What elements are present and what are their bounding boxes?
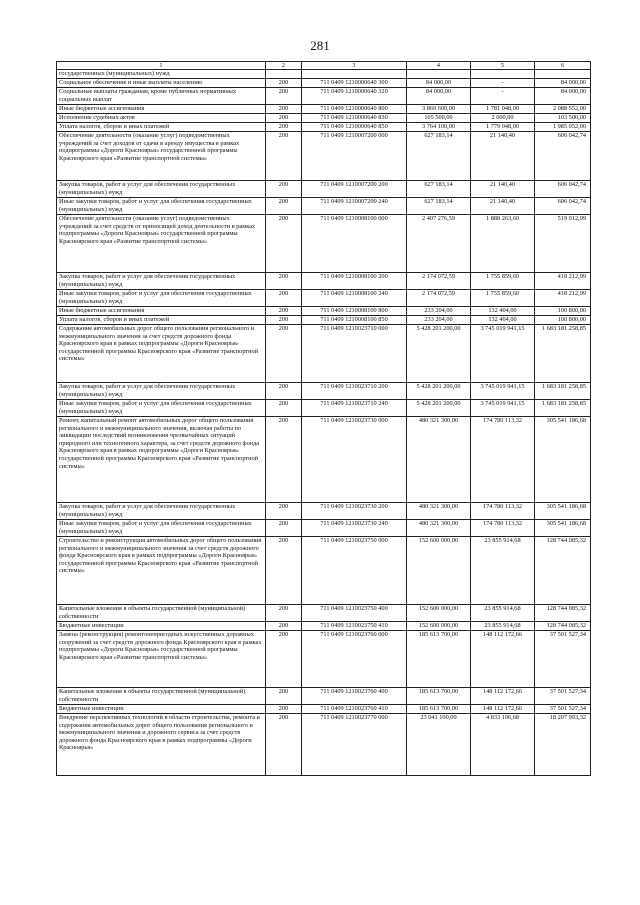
row-code-cell: 711 0409 1210008100 200: [302, 273, 407, 290]
row-executed-cell: 21 140,40: [471, 181, 535, 198]
row-code-cell: 711 0409 1210008100 000: [302, 215, 407, 273]
table-row: [57, 70, 591, 79]
row-ministry-cell: 200: [266, 705, 302, 714]
row-code-cell: 711 0409 1210023750 400: [302, 605, 407, 622]
row-name-cell: Капитальные вложения в объекты государственной (муниципальной) собственности: [57, 605, 266, 622]
table-row: [57, 520, 591, 537]
row-plan-cell: 480 321 300,00: [407, 503, 471, 520]
row-plan-cell: 185 613 700,00: [407, 705, 471, 714]
row-plan-cell: 5 428 201 200,00: [407, 383, 471, 400]
row-plan-cell: 185 613 700,00: [407, 631, 471, 688]
table-row: [57, 181, 591, 198]
row-name-cell: Иные бюджетные ассигнования: [57, 307, 266, 316]
row-remainder-cell: 128 744 085,32: [535, 537, 591, 605]
row-remainder-cell: 100 800,00: [535, 307, 591, 316]
row-name-cell: Обеспечение деятельности (оказание услуг) подведомственных учреждений за счет доходов от сдачи в аренду имущества в рамках подпрограммы «Дороги Красноярья» государственной программы Красноярского края «Развитие транспортной системы»: [57, 132, 266, 181]
table-row: [57, 622, 591, 631]
row-plan-cell: 152 600 000,00: [407, 622, 471, 631]
row-ministry-cell: 200: [266, 383, 302, 400]
row-ministry-cell: 200: [266, 132, 302, 181]
row-remainder-cell: 128 744 085,32: [535, 605, 591, 622]
table-row: [57, 114, 591, 123]
row-executed-cell: 23 855 914,68: [471, 605, 535, 622]
row-name-cell: Иные закупки товаров, работ и услуг для обеспечения государственных (муниципальных) нужд: [57, 290, 266, 307]
column-header-5: 5: [471, 62, 535, 70]
row-plan-cell: 3 869 600,00: [407, 105, 471, 114]
table-row: [57, 503, 591, 520]
row-plan-cell: 480 321 300,00: [407, 417, 471, 503]
row-remainder-cell: 84 000,00: [535, 88, 591, 105]
row-code-cell: 711 0409 1210023710 240: [302, 400, 407, 417]
row-executed-cell: 3 745 019 941,15: [471, 400, 535, 417]
row-executed-cell: 174 780 113,32: [471, 417, 535, 503]
row-code-cell: 711 0409 1210008100 850: [302, 316, 407, 325]
row-remainder-cell: 606 042,74: [535, 198, 591, 215]
row-remainder-cell: 1 683 181 258,85: [535, 325, 591, 383]
row-remainder-cell: 418 212,99: [535, 290, 591, 307]
row-executed-cell: 148 112 172,66: [471, 705, 535, 714]
row-executed-cell: 2 000,00: [471, 114, 535, 123]
row-ministry-cell: 200: [266, 325, 302, 383]
row-executed-cell: 1 779 048,00: [471, 123, 535, 132]
row-ministry-cell: 200: [266, 417, 302, 503]
row-ministry-cell: 200: [266, 215, 302, 273]
row-code-cell: 711 0409 1210023710 000: [302, 325, 407, 383]
column-header-3: 3: [302, 62, 407, 70]
row-code-cell: 711 0409 1210008100 240: [302, 290, 407, 307]
table-row: [57, 88, 591, 105]
row-name-cell: Исполнение судебных актов: [57, 114, 266, 123]
table-row: [57, 537, 591, 605]
row-remainder-cell: 84 000,00: [535, 79, 591, 88]
column-number-row: [57, 62, 591, 70]
row-remainder-cell: 128 744 085,32: [535, 622, 591, 631]
table-row: [57, 123, 591, 132]
row-name-cell: Бюджетные инвестиции: [57, 622, 266, 631]
row-remainder-cell: 2 088 552,00: [535, 105, 591, 114]
row-plan-cell: 480 321 300,00: [407, 520, 471, 537]
row-executed-cell: 4 833 106,68: [471, 714, 535, 776]
table-row: [57, 417, 591, 503]
row-plan-cell: 627 183,14: [407, 198, 471, 215]
page-number: 281: [310, 38, 330, 53]
row-executed-cell: 1 755 859,60: [471, 273, 535, 290]
row-ministry-cell: 200: [266, 537, 302, 605]
row-name-cell: Замена (реконструкция) ремонтонепригодных искусственных дорожных сооружений за счет средств дорожного фонда Красноярского края в рамках подпрограммы «Дороги Красноярья» государственной программы Красноярского края «Развитие транспортной системы»: [57, 631, 266, 688]
row-executed-cell: 1 755 859,60: [471, 290, 535, 307]
row-remainder-cell: 606 042,74: [535, 132, 591, 181]
column-header-4: 4: [407, 62, 471, 70]
row-code-cell: 711 0409 1210000640 800: [302, 105, 407, 114]
row-remainder-cell: 18 207 993,32: [535, 714, 591, 776]
row-ministry-cell: 200: [266, 714, 302, 776]
row-plan-cell: 2 407 276,59: [407, 215, 471, 273]
table-row: [57, 705, 591, 714]
row-remainder-cell: 519 012,99: [535, 215, 591, 273]
row-ministry-cell: 200: [266, 316, 302, 325]
row-ministry-cell: 200: [266, 400, 302, 417]
row-executed-cell: 132 404,00: [471, 316, 535, 325]
row-executed-cell: 174 780 113,32: [471, 520, 535, 537]
row-name-cell: Уплата налогов, сборов и иных платежей: [57, 123, 266, 132]
row-remainder-cell: 1 683 181 258,85: [535, 400, 591, 417]
row-ministry-cell: 200: [266, 688, 302, 705]
row-executed-cell: 23 855 914,68: [471, 622, 535, 631]
row-code-cell: 711 0409 1210023730 000: [302, 417, 407, 503]
row-name-cell: Закупка товаров, работ и услуг для обеспечения государственных (муниципальных) нужд: [57, 383, 266, 400]
row-name-cell: Закупка товаров, работ и услуг для обеспечения государственных (муниципальных) нужд: [57, 181, 266, 198]
row-executed-cell: 148 112 172,66: [471, 688, 535, 705]
column-header-2: 2: [266, 62, 302, 70]
row-name-cell: Иные бюджетные ассигнования: [57, 105, 266, 114]
row-remainder-cell: 100 800,00: [535, 316, 591, 325]
row-executed-cell: 174 780 113,32: [471, 503, 535, 520]
row-remainder-cell: 305 541 186,68: [535, 417, 591, 503]
row-plan-cell: 2 174 072,59: [407, 273, 471, 290]
row-name-cell: Обеспечение деятельности (оказание услуг) подведомственных учреждений за счет средств от приносящей доход деятельности в рамках подпрограммы «Дороги Красноярья» государственной программы Красноярского края «Развитие транспортной системы»: [57, 215, 266, 273]
row-plan-cell: 233 204,00: [407, 316, 471, 325]
table-row: [57, 714, 591, 776]
row-ministry-cell: 200: [266, 631, 302, 688]
table-row: [57, 79, 591, 88]
row-plan-cell: 152 600 000,00: [407, 605, 471, 622]
row-name-cell: Социальные выплаты гражданам, кроме публичных нормативных социальных выплат: [57, 88, 266, 105]
row-plan-cell: 152 600 000,00: [407, 537, 471, 605]
table-row: [57, 383, 591, 400]
row-ministry-cell: 200: [266, 520, 302, 537]
row-name-cell: Закупка товаров, работ и услуг для обеспечения государственных (муниципальных) нужд: [57, 503, 266, 520]
row-code-cell: 711 0409 1210000640 300: [302, 79, 407, 88]
row-name-cell: Иные закупки товаров, работ и услуг для обеспечения государственных (муниципальных) нужд: [57, 198, 266, 215]
row-name-cell: Внедрение перспективных технологий в области строительства, ремонта и содержания автомобильных дорог общего пользования регионального и межмуниципального значения и дорожного сервиса за счет средств дорожного фонда Красноярского края в рамках подпрограммы «Дороги Красноярья»: [57, 714, 266, 776]
row-name-cell: Уплата налогов, сборов и иных платежей: [57, 316, 266, 325]
row-ministry-cell: 200: [266, 123, 302, 132]
row-ministry-cell: 200: [266, 290, 302, 307]
row-ministry-cell: 200: [266, 88, 302, 105]
row-remainder-cell: 103 500,00: [535, 114, 591, 123]
budget-table: [56, 61, 591, 776]
row-executed-cell: [471, 70, 535, 79]
row-code-cell: 711 0409 1210007200 200: [302, 181, 407, 198]
row-plan-cell: 627 183,14: [407, 181, 471, 198]
row-ministry-cell: 200: [266, 181, 302, 198]
row-name-cell: Иные закупки товаров, работ и услуг для обеспечения государственных (муниципальных) нужд: [57, 520, 266, 537]
row-executed-cell: 1 888 263,60: [471, 215, 535, 273]
row-code-cell: 711 0409 1210023730 200: [302, 503, 407, 520]
table-row: [57, 688, 591, 705]
table-row: [57, 400, 591, 417]
row-code-cell: 711 0409 1210008100 800: [302, 307, 407, 316]
row-ministry-cell: [266, 70, 302, 79]
row-code-cell: 711 0409 1210007200 240: [302, 198, 407, 215]
row-ministry-cell: 200: [266, 105, 302, 114]
row-name-cell: Иные закупки товаров, работ и услуг для обеспечения государственных (муниципальных) нужд: [57, 400, 266, 417]
table-row: [57, 325, 591, 383]
row-name-cell: Капитальные вложения в объекты государственной (муниципальной) собственности: [57, 688, 266, 705]
row-plan-cell: 84 000,00: [407, 79, 471, 88]
table-row: [57, 631, 591, 688]
row-remainder-cell: 305 541 186,68: [535, 520, 591, 537]
row-executed-cell: 148 112 172,66: [471, 631, 535, 688]
row-plan-cell: 185 613 700,00: [407, 688, 471, 705]
table-row: [57, 105, 591, 114]
row-code-cell: 711 0409 1210007200 000: [302, 132, 407, 181]
table-row: [57, 198, 591, 215]
row-executed-cell: -: [471, 88, 535, 105]
row-name-cell: государственных (муниципальных) нужд: [57, 70, 266, 79]
row-ministry-cell: 200: [266, 503, 302, 520]
row-remainder-cell: 37 501 527,34: [535, 688, 591, 705]
row-plan-cell: 105 500,00: [407, 114, 471, 123]
row-code-cell: 711 0409 1210023760 000: [302, 631, 407, 688]
row-remainder-cell: [535, 70, 591, 79]
table-row: [57, 273, 591, 290]
row-executed-cell: 132 404,00: [471, 307, 535, 316]
table-row: [57, 290, 591, 307]
row-executed-cell: 21 140,40: [471, 198, 535, 215]
row-code-cell: 711 0409 1210023750 000: [302, 537, 407, 605]
row-ministry-cell: 200: [266, 273, 302, 290]
row-executed-cell: -: [471, 79, 535, 88]
row-plan-cell: 84 000,00: [407, 88, 471, 105]
row-ministry-cell: 200: [266, 114, 302, 123]
row-remainder-cell: 305 541 186,68: [535, 503, 591, 520]
row-remainder-cell: 418 212,99: [535, 273, 591, 290]
row-remainder-cell: 1 683 181 258,85: [535, 383, 591, 400]
row-name-cell: Ремонт, капитальный ремонт автомобильных дорог общего пользования регионального и межмуниципального значения, включая работы по ликвидации последствий возникновения чрезвычайных ситуаций природного или техногенного характера, за счет средств дорожного фонда Красноярского края в рамках подпрограммы «Дороги Красноярья» государственной программы Красноярского края «Развитие транспортной системы»: [57, 417, 266, 503]
row-code-cell: 711 0409 1210000640 830: [302, 114, 407, 123]
row-code-cell: 711 0409 1210023760 400: [302, 688, 407, 705]
column-header-1: 1: [57, 62, 266, 70]
row-remainder-cell: 1 985 052,00: [535, 123, 591, 132]
row-plan-cell: [407, 70, 471, 79]
column-header-6: 6: [535, 62, 591, 70]
table-row: [57, 307, 591, 316]
row-code-cell: [302, 70, 407, 79]
row-code-cell: 711 0409 1210000640 320: [302, 88, 407, 105]
row-ministry-cell: 200: [266, 79, 302, 88]
row-code-cell: 711 0409 1210023750 410: [302, 622, 407, 631]
row-ministry-cell: 200: [266, 307, 302, 316]
row-ministry-cell: 200: [266, 605, 302, 622]
row-name-cell: Закупка товаров, работ и услуг для обеспечения государственных (муниципальных) нужд: [57, 273, 266, 290]
row-executed-cell: 21 140,40: [471, 132, 535, 181]
row-name-cell: Социальное обеспечение и иные выплаты населению: [57, 79, 266, 88]
row-plan-cell: 5 428 201 200,00: [407, 325, 471, 383]
row-plan-cell: 627 183,14: [407, 132, 471, 181]
row-plan-cell: 2 174 072,59: [407, 290, 471, 307]
row-code-cell: 711 0409 1210023710 200: [302, 383, 407, 400]
row-code-cell: 711 0409 1210023770 000: [302, 714, 407, 776]
table-row: [57, 605, 591, 622]
table-row: [57, 316, 591, 325]
row-remainder-cell: 37 501 527,34: [535, 631, 591, 688]
row-plan-cell: 5 428 201 200,00: [407, 400, 471, 417]
row-remainder-cell: 37 501 527,34: [535, 705, 591, 714]
row-plan-cell: 233 204,00: [407, 307, 471, 316]
row-name-cell: Строительство и реконструкция автомобильных дорог общего пользования регионального и межмуниципального значения за счет средств дорожного фонда Красноярского края в рамках подпрограммы «Дороги Красноярья» государственной программы Красноярского края «Развитие транспортной системы»: [57, 537, 266, 605]
row-executed-cell: 23 855 914,68: [471, 537, 535, 605]
row-code-cell: 711 0409 1210000640 850: [302, 123, 407, 132]
table-row: [57, 132, 591, 181]
row-executed-cell: 3 745 019 941,15: [471, 325, 535, 383]
row-executed-cell: 3 745 019 941,15: [471, 383, 535, 400]
row-remainder-cell: 606 042,74: [535, 181, 591, 198]
row-name-cell: Бюджетные инвестиции: [57, 705, 266, 714]
row-code-cell: 711 0409 1210023760 410: [302, 705, 407, 714]
row-plan-cell: 3 764 100,00: [407, 123, 471, 132]
row-name-cell: Содержание автомобильных дорог общего пользования регионального и межмуниципального значения за счет средств дорожного фонда Красноярского края в рамках подпрограммы «Дороги Красноярья» государственной программы Красноярского края «Развитие транспортной системы»: [57, 325, 266, 383]
row-plan-cell: 23 041 100,00: [407, 714, 471, 776]
row-ministry-cell: 200: [266, 622, 302, 631]
table-row: [57, 215, 591, 273]
row-ministry-cell: 200: [266, 198, 302, 215]
row-executed-cell: 1 781 048,00: [471, 105, 535, 114]
row-code-cell: 711 0409 1210023730 240: [302, 520, 407, 537]
